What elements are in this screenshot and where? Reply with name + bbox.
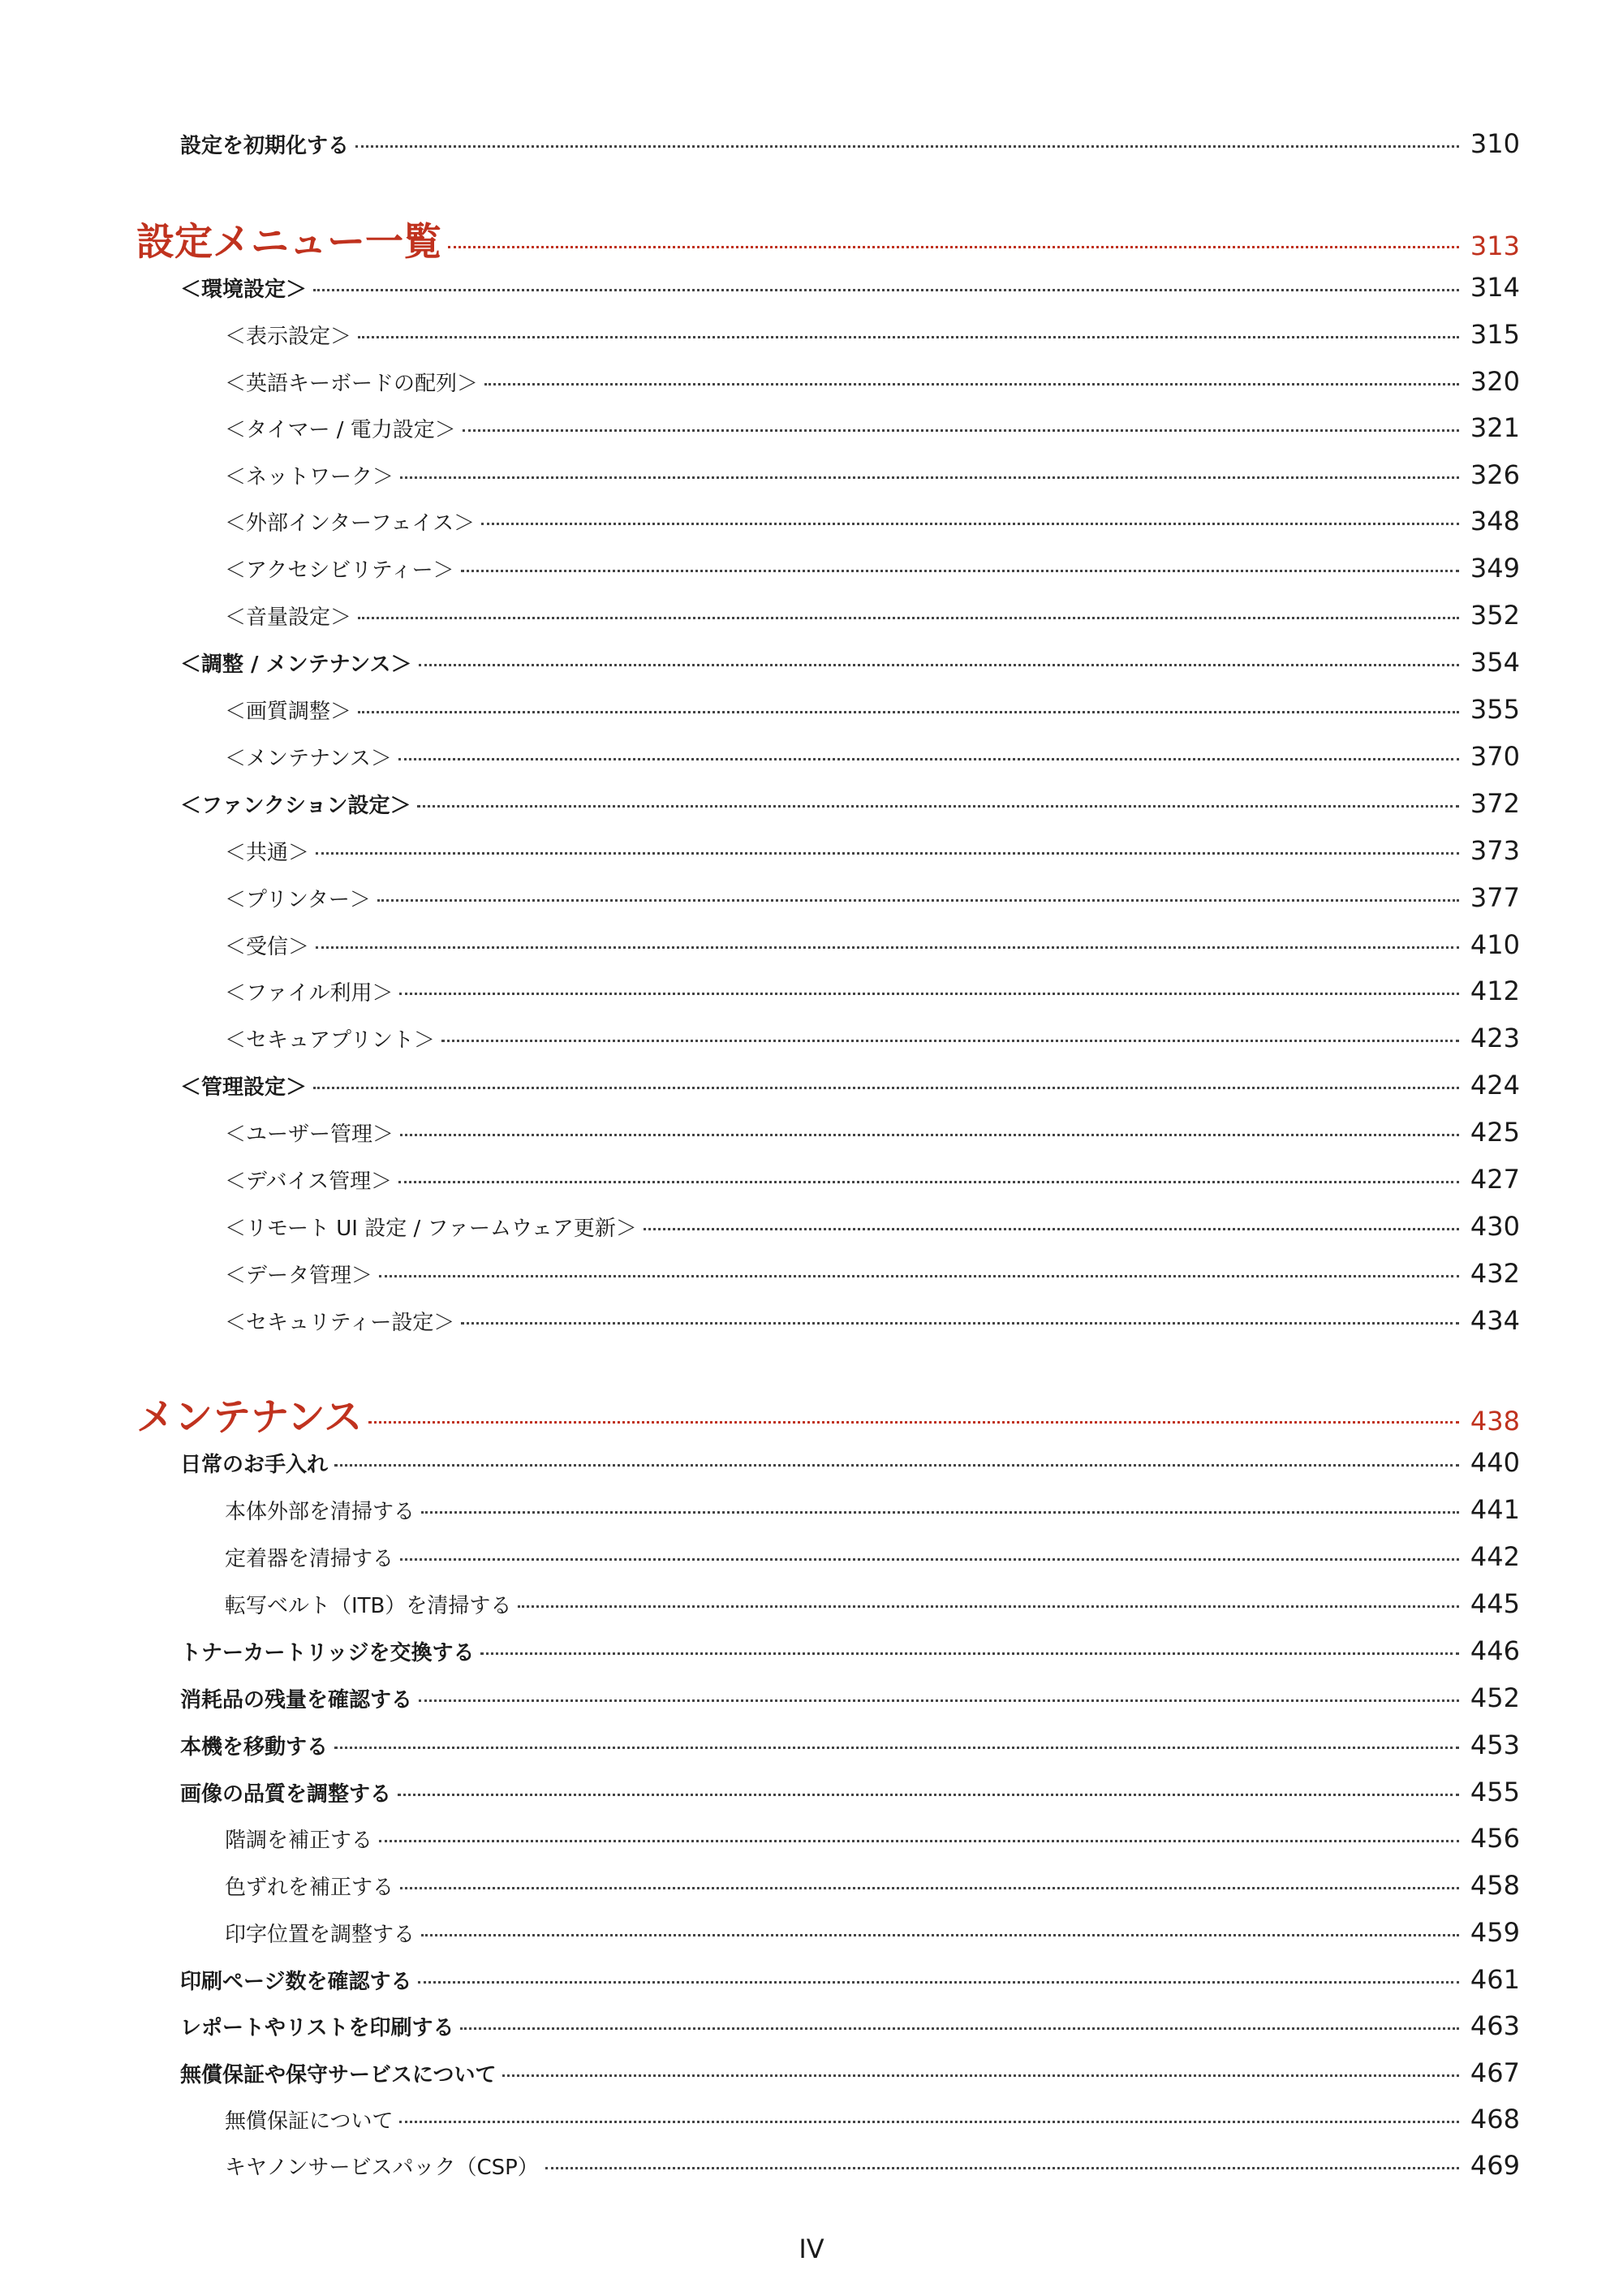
toc-entry-label: 階調を補正する <box>225 1829 373 1854</box>
toc-entry[interactable] <box>180 1447 1520 1478</box>
toc-page-number: 430 <box>1470 1211 1520 1243</box>
dot-leader <box>418 1981 1458 1984</box>
toc-page-number: 445 <box>1470 1588 1520 1620</box>
toc-entry-label: ＜アクセシビリティー＞ <box>225 558 454 584</box>
toc-entry[interactable] <box>180 272 1520 303</box>
toc-entry[interactable] <box>180 1964 1520 1995</box>
dot-leader <box>448 246 1459 248</box>
toc-entry-label: ＜データ管理＞ <box>225 1264 373 1289</box>
dot-leader <box>400 476 1459 479</box>
dot-leader <box>399 993 1458 995</box>
toc-entry[interactable] <box>225 459 1520 490</box>
toc-entry-label: ＜タイマー / 電力設定＞ <box>225 418 456 443</box>
toc-entry-label: ＜ファンクション設定＞ <box>180 794 411 819</box>
toc-entry[interactable] <box>225 2104 1520 2134</box>
toc-page-number: 438 <box>1470 1405 1520 1437</box>
toc-page-number: 461 <box>1470 1964 1520 1996</box>
dot-leader <box>334 1464 1459 1467</box>
dot-leader <box>421 1511 1459 1514</box>
dot-leader <box>379 1275 1459 1277</box>
toc-entry[interactable] <box>225 1164 1520 1195</box>
toc-entry[interactable] <box>225 1258 1520 1289</box>
toc-entry-label: ＜英語キーボードの配列＞ <box>225 372 479 397</box>
toc-page-number: 352 <box>1470 600 1520 631</box>
toc-entry-label: ＜メンテナンス＞ <box>225 747 392 772</box>
dot-leader <box>502 2074 1458 2077</box>
toc-page-number: 310 <box>1470 128 1520 160</box>
toc-entry-label: ＜プリンター＞ <box>225 888 371 913</box>
toc-entry-label: 印字位置を調整する <box>225 1923 415 1948</box>
dot-leader <box>419 1699 1459 1702</box>
toc-page-number: 469 <box>1470 2150 1520 2182</box>
toc-entry-label: 印刷ページ数を確認する <box>180 1970 412 1995</box>
dot-leader <box>460 2027 1458 2030</box>
toc-page-number: 377 <box>1470 882 1520 914</box>
toc-page-number: 314 <box>1470 272 1520 304</box>
dot-leader <box>417 805 1458 808</box>
toc-entry-label: ＜共通＞ <box>225 841 310 866</box>
toc-page-number: 349 <box>1470 553 1520 584</box>
toc-entry[interactable] <box>225 694 1520 725</box>
toc-entry-label: 本体外部を清掃する <box>225 1500 415 1525</box>
dot-leader <box>355 145 1459 148</box>
dot-leader <box>399 2121 1458 2123</box>
toc-entry[interactable] <box>225 976 1520 1006</box>
toc-page-number: 440 <box>1470 1447 1520 1479</box>
toc-entry[interactable] <box>225 1494 1520 1525</box>
dot-leader <box>518 1605 1459 1608</box>
dot-leader <box>377 899 1459 902</box>
toc-entry[interactable] <box>225 1917 1520 1948</box>
toc-page-number: 320 <box>1470 366 1520 398</box>
toc-entry-label: 転写ベルト（ITB）を清掃する <box>225 1594 512 1619</box>
dot-leader <box>400 1134 1459 1136</box>
toc-entry[interactable] <box>225 600 1520 631</box>
toc-page-number: 434 <box>1470 1305 1520 1337</box>
toc-entry[interactable] <box>225 553 1520 584</box>
toc-entry-label: ＜ファイル利用＞ <box>225 981 394 1006</box>
toc-entry-label: ＜リモート UI 設定 / ファームウェア更新＞ <box>225 1217 637 1242</box>
toc-page-number: 424 <box>1470 1070 1520 1101</box>
toc-entry[interactable] <box>180 1635 1520 1666</box>
toc-page-number: 456 <box>1470 1823 1520 1854</box>
dot-leader <box>419 664 1459 666</box>
toc-page-number: 370 <box>1470 741 1520 773</box>
toc-entry-label: レポートやリストを印刷する <box>180 2016 454 2041</box>
dot-leader <box>379 1840 1459 1842</box>
dot-leader <box>441 1040 1459 1042</box>
dot-leader <box>316 946 1459 949</box>
toc-page-number: 348 <box>1470 506 1520 537</box>
toc-entry-label: ＜環境設定＞ <box>180 278 308 303</box>
toc-entry-label: ＜管理設定＞ <box>180 1075 308 1101</box>
toc-page-number: 313 <box>1470 230 1520 261</box>
toc-page-number: 355 <box>1470 694 1520 726</box>
dot-leader <box>480 1652 1458 1655</box>
dot-leader <box>400 1887 1459 1889</box>
dot-leader <box>463 429 1459 432</box>
toc-entry-label: 本機を移動する <box>180 1735 329 1760</box>
toc-page-number: 452 <box>1470 1682 1520 1714</box>
toc-entry[interactable] <box>225 741 1520 772</box>
dot-leader <box>398 1181 1459 1183</box>
toc-page-number: 423 <box>1470 1023 1520 1054</box>
toc-entry[interactable] <box>180 128 1520 159</box>
toc-chapter-heading[interactable] <box>136 212 1520 266</box>
toc-entry[interactable] <box>225 2150 1520 2181</box>
toc-entry[interactable] <box>180 1070 1520 1101</box>
dot-leader <box>334 1747 1459 1749</box>
toc-entry-label: 日常のお手入れ <box>180 1453 329 1478</box>
dot-leader <box>313 289 1459 291</box>
toc-page-number: 458 <box>1470 1870 1520 1902</box>
toc-entry-label: メンテナンス <box>136 1394 363 1440</box>
toc-page-number: 412 <box>1470 976 1520 1007</box>
toc-page-number: 321 <box>1470 412 1520 444</box>
dot-leader <box>421 1934 1459 1936</box>
toc-entry[interactable] <box>225 1823 1520 1854</box>
dot-leader <box>545 2167 1459 2169</box>
page-number: IV <box>799 2234 824 2264</box>
toc-page-number: 463 <box>1470 2010 1520 2042</box>
toc-chapter-heading[interactable] <box>136 1387 1520 1441</box>
toc-entry[interactable] <box>225 1117 1520 1148</box>
toc-entry[interactable] <box>225 412 1520 443</box>
toc-entry-label: 設定メニュー一覧 <box>136 219 441 265</box>
toc-entry-label: ＜デバイス管理＞ <box>225 1170 393 1195</box>
toc-entry-label: ＜セキュリティー設定＞ <box>225 1311 455 1336</box>
toc-page-number: 427 <box>1470 1164 1520 1195</box>
toc-page-number: 441 <box>1470 1494 1520 1526</box>
toc-page-number: 453 <box>1470 1730 1520 1761</box>
toc-entry[interactable] <box>225 1588 1520 1619</box>
toc-page-number: 373 <box>1470 835 1520 867</box>
toc-entry[interactable] <box>180 788 1520 819</box>
toc-entry-label: ＜セキュアプリント＞ <box>225 1028 435 1053</box>
toc-entry[interactable] <box>225 1305 1520 1336</box>
toc-entry-label: ＜表示設定＞ <box>225 325 352 350</box>
toc-entry[interactable] <box>180 1682 1520 1713</box>
dot-leader <box>461 570 1459 572</box>
dot-leader <box>398 1794 1459 1796</box>
toc-page-number: 455 <box>1470 1777 1520 1808</box>
toc-entry-label: 画像の品質を調整する <box>180 1782 392 1807</box>
dot-leader <box>358 711 1459 713</box>
toc-entry[interactable] <box>225 1870 1520 1901</box>
toc-page-number: 467 <box>1470 2057 1520 2089</box>
toc-entry[interactable] <box>225 1541 1520 1572</box>
toc-entry[interactable] <box>225 319 1520 350</box>
toc-entry[interactable] <box>180 1777 1520 1807</box>
toc-entry-label: ＜ユーザー管理＞ <box>225 1122 394 1148</box>
toc-page-number: 410 <box>1470 929 1520 961</box>
toc-entry-label: 設定を初期化する <box>180 134 350 159</box>
toc-entry-label: ＜調整 / メンテナンス＞ <box>180 653 412 678</box>
toc-entry-label: 無償保証について <box>225 2109 394 2134</box>
toc-entry-label: ＜音量設定＞ <box>225 605 352 631</box>
dot-leader <box>368 1421 1459 1424</box>
toc-entry-label: トナーカートリッジを交換する <box>180 1641 475 1666</box>
toc-entry-label: ＜画質調整＞ <box>225 700 352 725</box>
toc-entry-label: ＜受信＞ <box>225 935 310 960</box>
toc-entry-label: ＜外部インターフェイス＞ <box>225 511 476 536</box>
toc-entry-label: 定着器を清掃する <box>225 1547 394 1572</box>
dot-leader <box>358 336 1459 338</box>
toc-entry-label: 無償保証や保守サービスについて <box>180 2063 497 2088</box>
dot-leader <box>400 1558 1459 1561</box>
toc-entry[interactable] <box>180 2057 1520 2088</box>
toc-page-number: 459 <box>1470 1917 1520 1949</box>
toc-page-number: 326 <box>1470 459 1520 491</box>
toc-entry-label: 色ずれを補正する <box>225 1876 394 1901</box>
toc-page-number: 354 <box>1470 647 1520 678</box>
dot-leader <box>484 383 1459 386</box>
dot-leader <box>398 758 1459 760</box>
toc-page-number: 315 <box>1470 319 1520 351</box>
toc-page-number: 442 <box>1470 1541 1520 1573</box>
toc-entry[interactable] <box>225 506 1520 536</box>
dot-leader <box>313 1087 1459 1089</box>
toc-entry-label: 消耗品の残量を確認する <box>180 1688 413 1713</box>
toc-entry[interactable] <box>225 929 1520 960</box>
dot-leader <box>481 523 1459 525</box>
toc-entry[interactable] <box>180 2010 1520 2041</box>
dot-leader <box>316 852 1459 855</box>
toc-page-number: 432 <box>1470 1258 1520 1290</box>
dot-leader <box>461 1322 1459 1325</box>
dot-leader <box>358 617 1459 619</box>
toc-entry[interactable] <box>225 882 1520 913</box>
toc-entry-label: ＜ネットワーク＞ <box>225 465 394 490</box>
dot-leader <box>644 1228 1459 1230</box>
toc-entry[interactable] <box>225 1023 1520 1053</box>
toc-page-number: 425 <box>1470 1117 1520 1148</box>
toc-page-number: 468 <box>1470 2104 1520 2135</box>
toc-entry[interactable] <box>225 1211 1520 1242</box>
toc-entry-label: キヤノンサービスパック（CSP） <box>225 2156 539 2181</box>
toc-entry[interactable] <box>180 647 1520 678</box>
toc-page-number: 372 <box>1470 788 1520 820</box>
toc-entry[interactable] <box>225 835 1520 866</box>
toc-entry[interactable] <box>225 366 1520 397</box>
toc-page-number: 446 <box>1470 1635 1520 1667</box>
toc-entry[interactable] <box>180 1730 1520 1760</box>
